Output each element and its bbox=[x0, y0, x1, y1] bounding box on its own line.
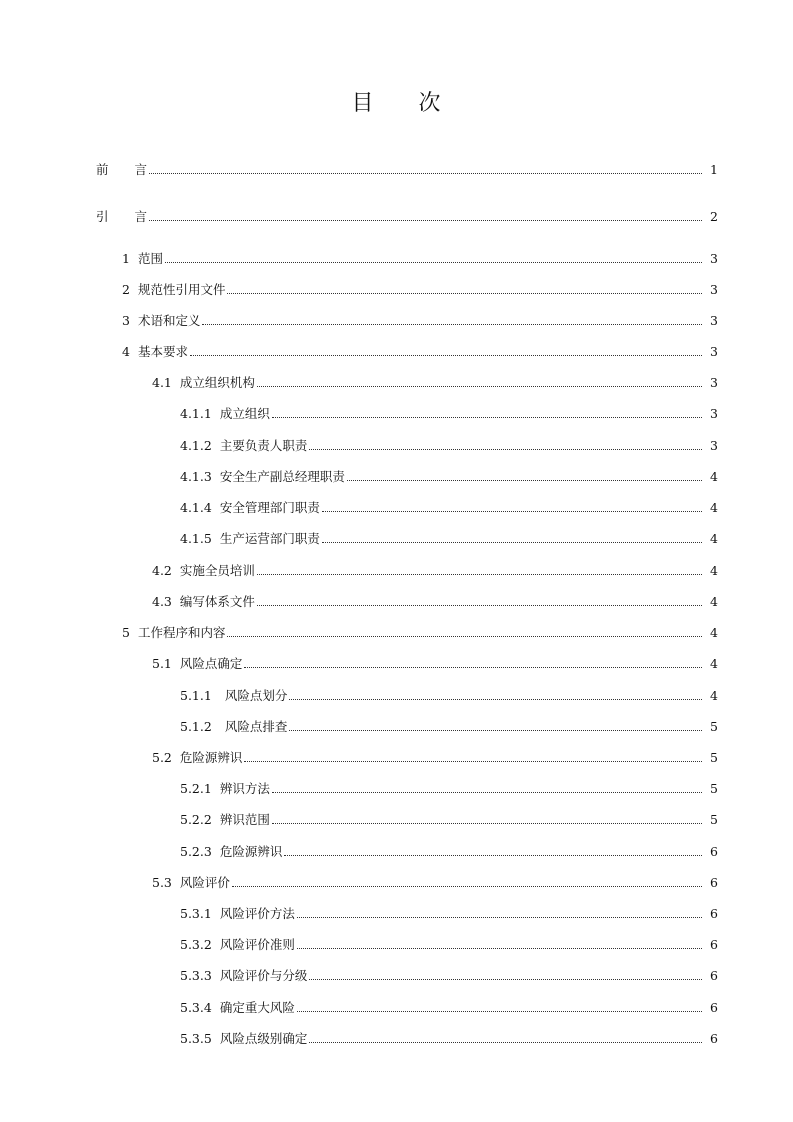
toc-leader-dots bbox=[244, 654, 702, 668]
toc-leader-dots bbox=[289, 717, 702, 731]
toc-entry-label bbox=[152, 748, 242, 768]
toc-page-number: 3 bbox=[710, 438, 718, 453]
toc-leader-dots bbox=[284, 842, 702, 856]
toc-page-number: 4 bbox=[710, 594, 718, 609]
toc-entry-number: 5.1.2 bbox=[180, 719, 212, 734]
toc-entry[interactable] bbox=[122, 280, 718, 300]
toc-page-number: 6 bbox=[710, 1000, 718, 1015]
toc-entry[interactable] bbox=[180, 529, 718, 549]
toc-leader-dots bbox=[227, 623, 702, 637]
toc-entry[interactable] bbox=[180, 842, 718, 862]
toc-entry-label bbox=[96, 160, 147, 180]
toc-page-number: 6 bbox=[710, 844, 718, 859]
title-char-2: 次 bbox=[418, 91, 442, 116]
toc-entry-text: 工作程序和内容 bbox=[137, 625, 226, 640]
toc-page-number: 6 bbox=[710, 968, 718, 983]
toc-leader-dots bbox=[257, 373, 702, 387]
toc-leader-dots bbox=[309, 966, 702, 980]
toc-entry-text: 风险点排查 bbox=[224, 719, 288, 734]
toc-entry[interactable] bbox=[96, 207, 718, 227]
toc-page-number: 4 bbox=[710, 688, 718, 703]
toc-entry-text: 编写体系文件 bbox=[179, 594, 255, 609]
toc-page-number: 4 bbox=[710, 500, 718, 515]
toc-leader-dots bbox=[297, 998, 702, 1012]
toc-entry[interactable] bbox=[180, 404, 718, 424]
toc-entry-text: 危险源辨识 bbox=[219, 844, 283, 859]
toc-entry-label bbox=[122, 280, 225, 300]
toc-entry-number: 4.1.4 bbox=[180, 500, 212, 515]
toc-entry-text: 基本要求 bbox=[137, 344, 188, 359]
toc-entry[interactable] bbox=[152, 592, 718, 612]
toc-entry-text: 言 bbox=[134, 209, 148, 224]
toc-entry[interactable] bbox=[180, 686, 718, 706]
toc-entry-text: 危险源辨识 bbox=[179, 750, 243, 765]
toc-entry-label bbox=[152, 561, 255, 581]
toc-entry-text: 辨识方法 bbox=[219, 781, 270, 796]
toc-entry-text: 风险点确定 bbox=[179, 656, 243, 671]
toc-entry-label bbox=[180, 1029, 307, 1049]
toc-entry-label bbox=[180, 436, 307, 456]
toc-entry-number: 4.1 bbox=[152, 375, 172, 390]
toc-entry-label bbox=[180, 998, 295, 1018]
toc-entry[interactable] bbox=[180, 779, 718, 799]
toc-entry-label bbox=[122, 623, 225, 643]
toc-entry-text: 成立组织 bbox=[219, 406, 270, 421]
toc-entry-label bbox=[180, 686, 287, 706]
toc-leader-dots bbox=[309, 1029, 702, 1043]
toc-entry-text: 生产运营部门职责 bbox=[219, 531, 320, 546]
toc-page-number: 4 bbox=[710, 625, 718, 640]
toc-entry-number: 5.2 bbox=[152, 750, 172, 765]
toc-entry-text: 规范性引用文件 bbox=[137, 282, 226, 297]
toc-entry-number: 5.3.1 bbox=[180, 906, 212, 921]
toc-leader-dots bbox=[297, 904, 702, 918]
toc-leader-dots bbox=[322, 498, 702, 512]
toc-page-number: 6 bbox=[710, 1031, 718, 1046]
toc-entry-text: 前 bbox=[96, 162, 109, 177]
toc-entry[interactable] bbox=[180, 935, 718, 955]
toc-entry[interactable] bbox=[180, 998, 718, 1018]
toc-entry-number: 4 bbox=[122, 344, 130, 359]
toc-entry[interactable] bbox=[180, 436, 718, 456]
toc-entry[interactable] bbox=[152, 654, 718, 674]
toc-entry[interactable] bbox=[180, 1029, 718, 1049]
toc-entry-text: 风险评价 bbox=[179, 875, 230, 890]
toc-page-number: 4 bbox=[710, 531, 718, 546]
toc-entry[interactable] bbox=[180, 966, 718, 986]
toc-entry-label bbox=[180, 717, 287, 737]
toc-entry-number: 1 bbox=[122, 251, 130, 266]
toc-entry[interactable] bbox=[152, 373, 718, 393]
toc-entry-text: 言 bbox=[134, 162, 148, 177]
toc-entry-label bbox=[180, 779, 270, 799]
toc-entry-label bbox=[152, 654, 242, 674]
toc-entry[interactable] bbox=[180, 467, 718, 487]
toc-entry-label bbox=[152, 873, 230, 893]
toc-entry[interactable] bbox=[180, 498, 718, 518]
toc-entry-label bbox=[152, 592, 255, 612]
toc-entry-number: 5.3.2 bbox=[180, 937, 212, 952]
toc-page-number: 6 bbox=[710, 875, 718, 890]
toc-entry-text: 确定重大风险 bbox=[219, 1000, 295, 1015]
toc-leader-dots bbox=[149, 160, 702, 174]
toc-leader-dots bbox=[232, 873, 702, 887]
toc-leader-dots bbox=[347, 467, 702, 481]
toc-page-number: 3 bbox=[710, 282, 718, 297]
toc-entry[interactable] bbox=[180, 904, 718, 924]
toc-page-number: 3 bbox=[710, 375, 718, 390]
toc-page-number: 5 bbox=[710, 750, 718, 765]
toc-page-number: 3 bbox=[710, 406, 718, 421]
toc-entry-number: 3 bbox=[122, 313, 130, 328]
toc-leader-dots bbox=[289, 686, 702, 700]
toc-page-number: 3 bbox=[710, 251, 718, 266]
toc-entry[interactable] bbox=[152, 873, 718, 893]
toc-page-number: 3 bbox=[710, 344, 718, 359]
toc-entry-number: 5.3.4 bbox=[180, 1000, 212, 1015]
toc-entry-text: 主要负责人职责 bbox=[219, 438, 308, 453]
toc-entry[interactable] bbox=[122, 249, 718, 269]
toc-leader-dots bbox=[257, 592, 702, 606]
toc-entry-number: 5.1.1 bbox=[180, 688, 212, 703]
toc-leader-dots bbox=[257, 561, 702, 575]
toc-page-number: 4 bbox=[710, 469, 718, 484]
toc-entry[interactable] bbox=[180, 717, 718, 737]
toc-leader-dots bbox=[227, 280, 702, 294]
toc-entry-label bbox=[180, 842, 282, 862]
toc-entry-number: 5.3 bbox=[152, 875, 172, 890]
toc-entry-label bbox=[180, 404, 270, 424]
toc-page-number: 6 bbox=[710, 937, 718, 952]
toc-entry-label bbox=[122, 342, 188, 362]
toc-entry[interactable] bbox=[152, 748, 718, 768]
toc-entry-label bbox=[122, 311, 200, 331]
toc-entry-text: 风险点划分 bbox=[224, 688, 288, 703]
toc-leader-dots bbox=[244, 748, 702, 762]
toc-leader-dots bbox=[309, 436, 702, 450]
toc-page-number: 3 bbox=[710, 313, 718, 328]
toc-entry-number: 4.3 bbox=[152, 594, 172, 609]
toc-page-number: 4 bbox=[710, 656, 718, 671]
toc-entry-number: 5 bbox=[122, 625, 130, 640]
toc-entry-text: 辨识范围 bbox=[219, 812, 270, 827]
toc-leader-dots bbox=[202, 311, 702, 325]
toc-entry[interactable] bbox=[122, 311, 718, 331]
toc-leader-dots bbox=[165, 249, 702, 263]
toc-leader-dots bbox=[190, 342, 702, 356]
toc-entry-text: 风险评价准则 bbox=[219, 937, 295, 952]
toc-entry-text: 风险评价方法 bbox=[219, 906, 295, 921]
toc-entry-label bbox=[180, 935, 295, 955]
page-title bbox=[0, 86, 793, 117]
toc-entry[interactable] bbox=[180, 810, 718, 830]
toc-page-number: 2 bbox=[710, 209, 718, 224]
toc-entry-text: 风险评价与分级 bbox=[219, 968, 308, 983]
toc-entry-number: 5.2.2 bbox=[180, 812, 212, 827]
toc-entry-label bbox=[122, 249, 163, 269]
toc-entry-text: 范围 bbox=[137, 251, 163, 266]
toc-page-number: 1 bbox=[710, 162, 718, 177]
toc-entry[interactable] bbox=[122, 623, 718, 643]
toc-entry-number: 4.1.1 bbox=[180, 406, 212, 421]
toc-page-number: 6 bbox=[710, 906, 718, 921]
toc-entry-label bbox=[180, 904, 295, 924]
toc-entry-label bbox=[180, 498, 320, 518]
toc-entry-label bbox=[180, 467, 345, 487]
toc-page-number: 5 bbox=[710, 812, 718, 827]
toc-page-number: 4 bbox=[710, 563, 718, 578]
toc-entry-label bbox=[180, 966, 307, 986]
toc-entry-number: 4.2 bbox=[152, 563, 172, 578]
toc-entry-number: 5.2.3 bbox=[180, 844, 212, 859]
toc-entry-text: 成立组织机构 bbox=[179, 375, 255, 390]
toc-entry-label bbox=[180, 529, 320, 549]
toc-entry-number: 4.1.2 bbox=[180, 438, 212, 453]
title-char-1: 目 bbox=[351, 91, 375, 116]
toc-entry-text: 引 bbox=[96, 209, 109, 224]
toc-entry-text: 风险点级别确定 bbox=[219, 1031, 308, 1046]
toc-page-number: 5 bbox=[710, 781, 718, 796]
toc-entry-text: 安全生产副总经理职责 bbox=[219, 469, 345, 484]
toc-leader-dots bbox=[297, 935, 702, 949]
toc-entry[interactable] bbox=[96, 160, 718, 180]
toc-leader-dots bbox=[272, 810, 702, 824]
toc-entry-number: 5.2.1 bbox=[180, 781, 212, 796]
toc-entry[interactable] bbox=[152, 561, 718, 581]
toc-leader-dots bbox=[149, 207, 702, 221]
toc-entry-number: 5.3.5 bbox=[180, 1031, 212, 1046]
toc-leader-dots bbox=[272, 779, 702, 793]
toc-entry-text: 安全管理部门职责 bbox=[219, 500, 320, 515]
toc-entry-label bbox=[96, 207, 147, 227]
toc-leader-dots bbox=[272, 404, 702, 418]
toc-page-number: 5 bbox=[710, 719, 718, 734]
toc-entry-number: 5.3.3 bbox=[180, 968, 212, 983]
toc-leader-dots bbox=[322, 529, 702, 543]
toc-entry-text: 实施全员培训 bbox=[179, 563, 255, 578]
toc-entry-number: 2 bbox=[122, 282, 130, 297]
toc-entry-label bbox=[152, 373, 255, 393]
toc-entry[interactable] bbox=[122, 342, 718, 362]
toc-entry-label bbox=[180, 810, 270, 830]
toc-entry-number: 4.1.3 bbox=[180, 469, 212, 484]
toc-entry-number: 5.1 bbox=[152, 656, 172, 671]
toc-entry-text: 术语和定义 bbox=[137, 313, 201, 328]
toc-entry-number: 4.1.5 bbox=[180, 531, 212, 546]
